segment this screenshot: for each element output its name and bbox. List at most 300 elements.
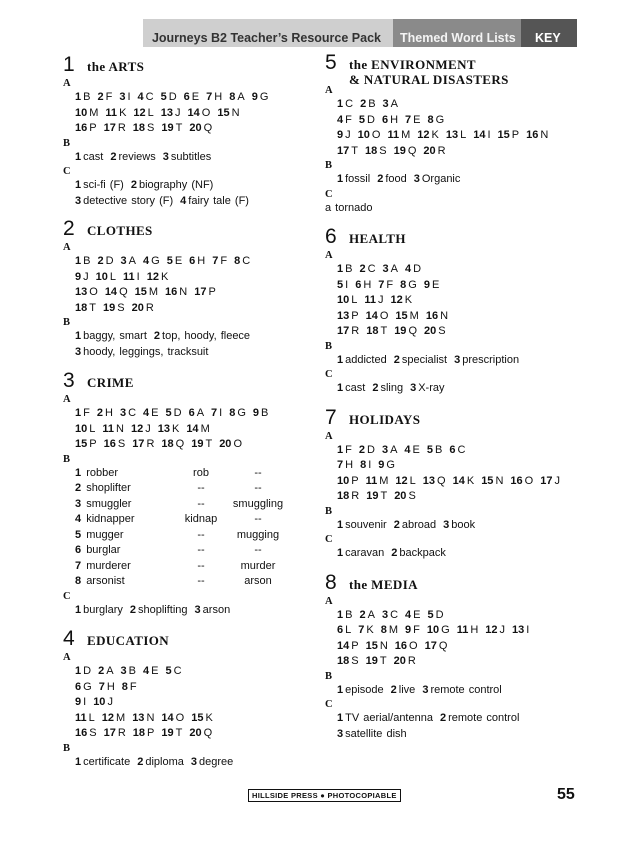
answer-number: 13 (132, 711, 145, 724)
answer-item (75, 755, 130, 771)
answer-text: M (148, 286, 159, 298)
answer-item (219, 437, 242, 453)
answer-text: N (116, 422, 124, 435)
answer-line (63, 664, 313, 680)
answer-item (99, 680, 115, 696)
person-cell (75, 466, 118, 482)
part-label: C (63, 590, 71, 602)
answer-number: 3 (119, 407, 127, 419)
answer-item (383, 262, 398, 278)
part-label: A (63, 652, 71, 663)
person-cell (75, 559, 131, 575)
answer-text: A (106, 665, 114, 677)
answer-item (427, 443, 442, 459)
answer-text: O (89, 286, 98, 298)
verb-cell: -- (197, 559, 205, 572)
answer-line (63, 194, 313, 210)
answer-item (359, 443, 375, 459)
answer-number: 1 (75, 407, 82, 419)
answer-item (96, 270, 116, 286)
table-row (63, 497, 313, 513)
answer-item (337, 474, 359, 490)
answer-number: 3 (75, 497, 82, 510)
answer-item (358, 128, 381, 144)
answer-text: P (89, 438, 97, 450)
part-label: A (63, 394, 71, 405)
answer-item (143, 406, 158, 422)
answer-item (234, 254, 250, 270)
answer-number: 19 (394, 325, 407, 337)
answer-text: H (197, 255, 206, 267)
answer-text: prescription (462, 353, 520, 366)
answer-text: P (351, 474, 359, 487)
answer-item (400, 278, 417, 294)
answer-item (360, 458, 371, 474)
answer-number: 14 (365, 309, 378, 322)
answer-item (123, 270, 140, 286)
answer-item (191, 711, 213, 727)
answer-text: T (175, 727, 183, 739)
answer-text: M (379, 474, 389, 487)
answer-item (337, 144, 358, 160)
answer-text: H (390, 113, 399, 126)
answer-number: 15 (134, 286, 147, 298)
answer-number: 1 (75, 665, 82, 677)
answer-text: K (160, 270, 169, 283)
answer-text: live (398, 683, 416, 696)
answer-number: 12 (417, 129, 430, 141)
answer-number: 18 (132, 122, 146, 134)
answer-number: 1 (75, 150, 82, 163)
answer-item (104, 437, 126, 453)
answer-text: D (83, 665, 92, 677)
answer-text: cast (83, 150, 104, 163)
answer-number: 2 (98, 665, 105, 677)
section-title-line: CLOTHES (87, 223, 153, 238)
answer-item (359, 262, 375, 278)
answer-number: 3 (119, 91, 126, 103)
answer-item (161, 121, 182, 137)
answer-text: satellite dish (345, 727, 407, 740)
answer-text: G (408, 278, 417, 291)
answer-text: robber (86, 466, 118, 479)
answer-number: 1 (337, 173, 344, 185)
person-cell (75, 481, 131, 497)
answer-text: I (127, 91, 131, 103)
answer-text: A (367, 608, 375, 621)
answer-number: 1 (337, 608, 344, 621)
answer-number: 6 (75, 544, 82, 556)
section-title-line: the MEDIA (349, 576, 418, 592)
answer-number: 12 (101, 711, 115, 724)
answer-item (391, 546, 446, 562)
answer-item (75, 106, 98, 122)
section-title-line: CRIME (87, 375, 134, 390)
answer-text: P (511, 129, 520, 141)
answer-text: fairy tale (F) (188, 194, 249, 207)
answer-text: O (233, 438, 242, 450)
answer-number: 19 (161, 122, 174, 134)
answer-item (427, 113, 444, 129)
answer-number: 2 (377, 173, 384, 185)
answer-number: 20 (394, 490, 407, 502)
answer-number: 3 (410, 382, 417, 394)
answer-item (423, 144, 445, 160)
answer-number: 11 (75, 711, 87, 724)
answer-text: L (109, 270, 116, 283)
answer-text: subtitles (170, 150, 212, 163)
answer-item (75, 711, 95, 727)
answer-text: C (145, 91, 154, 103)
section-title (349, 577, 418, 592)
answer-item (337, 353, 387, 369)
header-key-bar (521, 19, 577, 47)
answer-text: T (175, 122, 183, 134)
verb-cell: rob (193, 466, 209, 479)
answer-line (63, 726, 313, 742)
answer-item (382, 443, 397, 459)
answer-number: 3 (75, 194, 82, 207)
answer-item (366, 309, 389, 325)
part-label: B (325, 340, 333, 352)
answer-number: 1 (337, 547, 344, 559)
answer-text: B (128, 665, 137, 677)
answer-item (453, 474, 475, 490)
answer-text: T (380, 325, 388, 337)
answer-item (133, 121, 155, 137)
answer-text: H (470, 624, 479, 636)
answer-text: Q (203, 122, 213, 134)
answer-number: 17 (424, 639, 437, 652)
answer-number: 11 (387, 129, 400, 141)
answer-text: G (151, 255, 160, 267)
answer-text: book (451, 518, 476, 531)
answer-number: 11 (456, 624, 469, 636)
answer-item (337, 262, 352, 278)
answer-item (93, 695, 113, 711)
part-label: B (325, 160, 333, 171)
answer-text: M (89, 106, 99, 119)
answer-number: 19 (102, 301, 116, 314)
answer-item (75, 90, 90, 106)
answer-item (75, 695, 86, 711)
answer-line (325, 654, 590, 670)
answer-item (104, 121, 126, 137)
answer-number: 5 (166, 255, 173, 267)
answer-text: X-ray (418, 382, 445, 394)
section-title (349, 412, 420, 427)
answer-number: 8 (229, 91, 236, 103)
answer-item (189, 726, 212, 742)
answer-item (394, 324, 417, 340)
verb-cell: -- (197, 544, 205, 556)
section-heading (325, 51, 590, 87)
answer-text: TV aerial/antenna (345, 712, 433, 724)
part-label: C (325, 534, 333, 545)
answer-item (189, 406, 204, 422)
answer-number: 16 (75, 122, 88, 134)
answer-number: 3 (413, 173, 420, 185)
answer-item (394, 518, 436, 534)
answer-text: S (438, 325, 446, 337)
answer-text: baggy, smart (83, 330, 147, 342)
answer-item (121, 664, 136, 680)
answer-text: remote control (430, 683, 502, 696)
answer-item (485, 623, 505, 639)
answer-number: 4 (137, 91, 144, 103)
answer-item (382, 113, 398, 129)
section-heading (63, 52, 313, 77)
table-row (63, 481, 313, 497)
answer-text: T (89, 301, 96, 314)
answer-number: 9 (251, 91, 258, 103)
answer-text: T (351, 144, 358, 157)
answer-item (381, 623, 398, 639)
answer-text: P (208, 286, 216, 298)
answer-number: 16 (165, 286, 178, 298)
person-cell (75, 497, 131, 513)
answer-item (103, 301, 125, 317)
section-title (87, 375, 134, 390)
answer-number: 1 (337, 518, 344, 531)
answer-number: 3 (422, 683, 429, 696)
answer-text: E (431, 278, 440, 291)
answer-line (63, 301, 313, 317)
answer-number: 2 (390, 683, 397, 696)
answer-text: sci-fi (F) (83, 179, 124, 191)
answer-line (63, 755, 313, 771)
answer-text: J (378, 294, 384, 306)
answer-text: J (83, 270, 89, 283)
answer-text: R (351, 325, 360, 337)
answer-item (75, 680, 92, 696)
answer-number: 2 (372, 382, 379, 394)
answer-line (63, 285, 313, 301)
answer-item (394, 353, 447, 369)
answer-number: 16 (526, 129, 539, 141)
answer-item (75, 270, 89, 286)
answer-item (133, 726, 155, 742)
answer-line (63, 603, 313, 619)
answer-text: D (435, 608, 444, 621)
verb-cell: -- (197, 528, 205, 541)
answer-text: shoplifting (138, 603, 188, 616)
answer-line (325, 97, 590, 113)
answer-number: 1 (337, 98, 344, 110)
answer-item (102, 422, 124, 438)
answer-number: 6 (75, 680, 82, 693)
answer-number: 8 (400, 278, 407, 291)
answer-item (75, 150, 103, 166)
answer-text: O (409, 639, 418, 652)
section-number: 4 (63, 627, 75, 650)
answer-item (449, 443, 465, 459)
answer-item (540, 474, 560, 490)
answer-item (97, 406, 113, 422)
answer-number: 12 (390, 294, 403, 306)
answer-item (138, 90, 154, 106)
answer-line (325, 324, 590, 340)
answer-line (325, 639, 590, 655)
table-row (63, 574, 313, 590)
answer-item (98, 664, 113, 680)
part-label: C (325, 699, 333, 710)
answer-number: 11 (365, 474, 378, 487)
answer-text: J (345, 129, 351, 141)
answer-text: souvenir (345, 518, 387, 531)
answer-item (337, 727, 407, 743)
answer-item (188, 106, 211, 122)
answer-number: 17 (540, 474, 553, 487)
answer-number: 2 (359, 608, 366, 621)
answer-number: 1 (75, 91, 82, 103)
answer-item (366, 639, 388, 655)
answer-number: 17 (337, 325, 350, 337)
answer-number: 7 (206, 91, 213, 103)
crime-cell: murder (240, 559, 276, 572)
answer-text: mugger (86, 528, 124, 541)
answer-number: 16 (75, 727, 88, 739)
answer-item (337, 458, 353, 474)
answer-number: 13 (157, 422, 170, 435)
crime-cell: -- (254, 513, 262, 525)
answer-number: 4 (405, 608, 412, 621)
answer-item (365, 144, 387, 160)
answer-text: L (147, 106, 154, 119)
answer-number: 9 (75, 696, 82, 708)
crime-cell: arson (244, 575, 272, 587)
answer-item (189, 121, 212, 137)
answer-text: F (105, 91, 113, 103)
answer-text: S (351, 655, 359, 667)
answer-line (63, 178, 313, 194)
answer-text: Q (408, 325, 417, 337)
answer-item (337, 128, 351, 144)
answer-item (75, 254, 90, 270)
answer-number: 2 (359, 263, 366, 275)
answer-text: J (499, 624, 506, 636)
answer-number: 2 (360, 98, 367, 110)
answer-number: 6 (189, 255, 196, 267)
answer-item (154, 329, 250, 345)
answer-line (325, 474, 590, 490)
answer-number: 20 (393, 655, 406, 667)
answer-number: 10 (75, 106, 88, 119)
answer-number: 1 (75, 466, 82, 479)
person-cell (75, 512, 135, 528)
answer-item (395, 474, 415, 490)
answer-item (395, 309, 418, 325)
answer-line (63, 254, 313, 270)
section-heading (63, 626, 313, 651)
answer-text: O (175, 711, 185, 724)
answer-item (457, 623, 479, 639)
answer-text: A (390, 443, 398, 456)
answer-text: E (191, 91, 200, 103)
answer-line (63, 406, 313, 422)
answer-item (143, 254, 160, 270)
answer-number: 7 (212, 255, 219, 267)
answer-number: 5 (337, 278, 344, 291)
answer-line (63, 711, 313, 727)
answer-text: R (117, 727, 126, 739)
answer-item (158, 422, 180, 438)
answer-number: 14 (452, 474, 465, 487)
answer-item (410, 381, 444, 397)
answer-text: S (117, 438, 126, 450)
header-title-bar (143, 19, 393, 47)
answer-item (194, 285, 216, 301)
answer-item (143, 664, 158, 680)
answer-number: 17 (103, 727, 116, 739)
answer-text: N (231, 106, 240, 119)
answer-number: 10 (426, 624, 440, 636)
answer-text: F (345, 113, 352, 126)
answer-number: 18 (337, 490, 350, 502)
answer-item (189, 254, 205, 270)
answer-text: sling (380, 382, 404, 394)
answer-number: 16 (510, 474, 523, 487)
answer-number: 1 (337, 683, 344, 696)
answer-item (75, 178, 124, 194)
section-8 (325, 570, 590, 743)
answer-text: top, hoody, fleece (162, 330, 251, 342)
section-title (87, 59, 144, 74)
answer-number: 10 (93, 696, 106, 708)
answer-line (325, 144, 590, 160)
answer-item (75, 726, 97, 742)
answer-text: M (116, 711, 126, 724)
answer-item (165, 285, 187, 301)
answer-number: 19 (161, 727, 174, 739)
answer-text: burglary (83, 603, 123, 616)
answer-item (104, 726, 126, 742)
answer-text: I (219, 407, 223, 419)
answer-number: 9 (423, 278, 430, 291)
answer-item (440, 711, 519, 727)
section-title-line: the ARTS (87, 59, 145, 74)
answer-number: 18 (337, 655, 350, 667)
header-subtitle-bar (393, 19, 521, 47)
answer-number: 2 (96, 407, 103, 419)
answer-item (75, 194, 173, 210)
answer-item (229, 406, 246, 422)
answer-item (473, 128, 490, 144)
answer-text: B (261, 407, 269, 419)
answer-item (165, 406, 181, 422)
answer-item (167, 254, 182, 270)
answer-item (358, 623, 373, 639)
answer-number: 12 (133, 106, 146, 119)
answer-number: 8 (75, 575, 82, 587)
part-label: B (325, 670, 333, 682)
answer-number: 1 (75, 330, 82, 342)
answer-number: 4 (143, 665, 150, 677)
answer-number: 17 (132, 438, 145, 450)
answer-text: J (145, 422, 151, 435)
answer-text: D (173, 407, 182, 419)
answer-item (75, 664, 91, 680)
answer-line (325, 353, 590, 369)
answer-number: 13 (512, 624, 525, 636)
answer-number: 3 (162, 150, 169, 163)
answer-text: O (201, 106, 211, 119)
answer-line (325, 518, 590, 534)
crime-cell: smuggling (232, 497, 284, 510)
answer-item (119, 90, 130, 106)
person-cell (75, 543, 120, 559)
answer-number: 8 (121, 680, 128, 693)
